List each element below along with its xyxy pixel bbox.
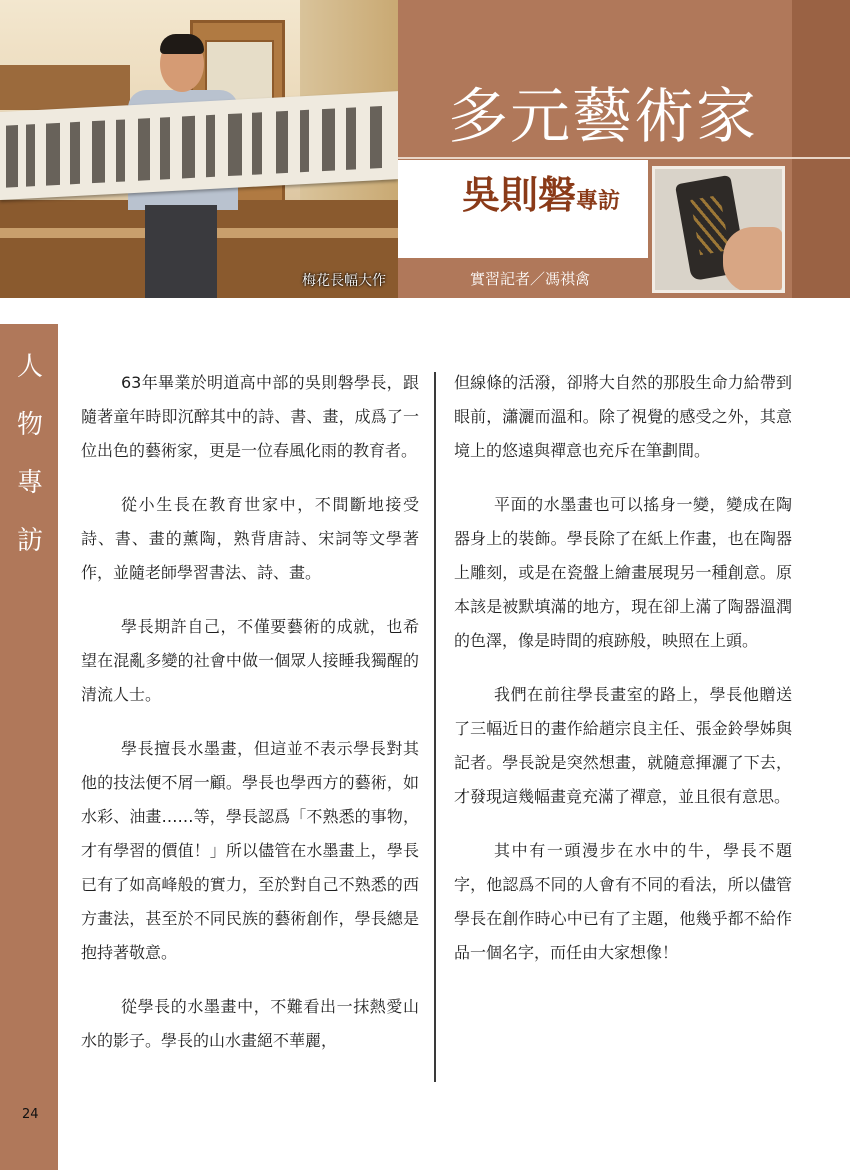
subtitle-suffix: 專訪 [576, 188, 621, 214]
right-column [454, 366, 792, 990]
reporter-byline: 實習記者／馮祺禽 [470, 270, 591, 288]
left-column [81, 366, 419, 1078]
photo-shelf [0, 65, 130, 110]
paragraph: 63年畢業於明道高中部的吳則磐學長，跟隨著童年時即沉醉其中的詩、書、畫，成爲了一位出色的藝術家，更是一位春風化雨的教育者。 [81, 373, 419, 460]
subtitle-name: 吳則磐 [462, 172, 577, 217]
photo-person-hair [160, 34, 204, 54]
paragraph: 平面的水墨畫也可以搖身一變，變成在陶器身上的裝飾。學長除了在紙上作畫，也在陶器上雕刻，或是在瓷盤上繪畫展現另一種創意。原本該是被默填滿的地方，現在卻上滿了陶器溫潤的色澤，像是時間的痕跡般，映照在上頭。 [454, 495, 792, 650]
section-label-char: 物 [16, 410, 43, 440]
header-banner-edge [792, 0, 850, 298]
photo-caption: 梅花長幅大作 [302, 273, 386, 289]
paragraph: 其中有一頭漫步在水中的牛，學長不題字，他認爲不同的人會有不同的看法，所以儘管學長在創作時心中已有了主題，他幾乎都不給作品一個名字，而任由大家想像！ [454, 841, 792, 962]
paragraph: 但線條的活潑，卻將大自然的那股生命力給帶到眼前，瀟灑而溫和。除了視覺的感受之外，其意境上的悠遠與禪意也充斥在筆劃間。 [454, 373, 792, 460]
column-divider [434, 372, 436, 1082]
header-photo-scroll [0, 0, 398, 298]
photo-person-legs [145, 205, 217, 298]
paragraph: 從學長的水墨畫中，不難看出一抹熱愛山水的影子。學長的山水畫絕不華麗， [81, 997, 419, 1050]
carved-cup-photo [652, 166, 785, 293]
paragraph: 學長擅長水墨畫，但這並不表示學長對其他的技法便不屑一顧。學長也學西方的藝術，如水彩、油畫……等，學長認爲「不熟悉的事物，才有學習的價值！」所以儘管在水墨畫上，學長已有了如高峰般的實力，至於對自己不熟悉的西方畫法，甚至於不同民族的藝術創作，學長總是抱持著敬意。 [81, 739, 419, 962]
paragraph: 從小生長在教育世家中，不間斷地接受詩、書、畫的薰陶，熟背唐詩、宋詞等文學著作，並隨老師學習書法、詩、畫。 [81, 495, 419, 582]
section-label-char: 訪 [16, 526, 43, 556]
paragraph: 我們在前往學長畫室的路上，學長他贈送了三幅近日的畫作給趙宗良主任、張金鈴學姊與記者。學長說是突然想畫，就隨意揮灑了下去，才發現這幾幅畫竟充滿了禪意，並且很有意思。 [454, 685, 792, 806]
title-divider [398, 157, 850, 159]
paragraph: 學長期許自己，不僅要藝術的成就，也希望在混亂多變的社會中做一個眾人接睡我獨醒的清流人士。 [81, 617, 419, 704]
section-label-char: 專 [16, 468, 43, 498]
article-title: 多元藝術家 [448, 82, 758, 152]
section-label-char: 人 [16, 352, 43, 382]
photo-hand [723, 227, 783, 293]
page-number: 24 [22, 1107, 39, 1122]
article-subtitle [462, 170, 620, 228]
section-label [10, 338, 50, 570]
